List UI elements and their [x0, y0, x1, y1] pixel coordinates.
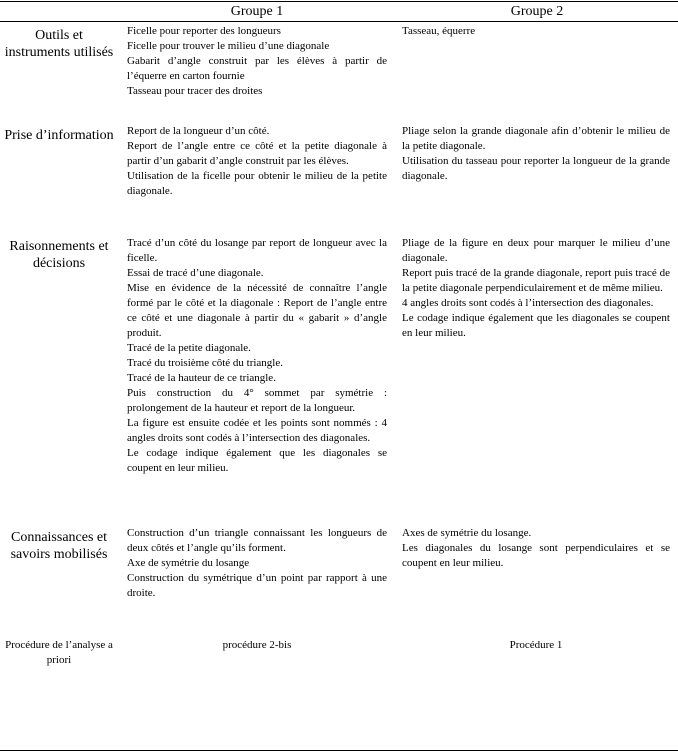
list-item: Pliage de la figure en deux pour marquer le milieu d’une diagonale.	[402, 237, 670, 264]
list-item: Tracé du troisième côté du triangle.	[127, 357, 283, 369]
table-bottom-rule	[0, 750, 678, 751]
row-outils-group1	[127, 24, 387, 99]
list-item: Tasseau, équerre	[402, 25, 476, 37]
list-item: Report puis tracé de la grande diagonale, report puis tracé de la petite diagonale perpendiculairement et de même milieu.	[402, 267, 670, 294]
row-label-connaissances: Connaissances et savoirs mobilisés	[10, 530, 108, 562]
list-item: Tracé de la hauteur de ce triangle.	[127, 372, 276, 384]
header-group1: Groupe 1	[230, 4, 284, 19]
row-outils-group2	[402, 24, 670, 39]
list-item: 4 angles droits sont codés à l’intersection des diagonales.	[402, 297, 654, 309]
list-item: Pliage selon la grande diagonale afin d’obtenir le milieu de la petite diagonale.	[402, 125, 670, 152]
row-raisonnements-group1	[127, 236, 387, 476]
header-rule	[0, 21, 678, 22]
list-item: Utilisation de la ficelle pour obtenir le milieu de la petite diagonale.	[127, 170, 387, 197]
list-item: Ficelle pour reporter des longueurs	[127, 25, 281, 37]
table-top-rule	[0, 1, 678, 2]
list-item: Report de la longueur d’un côté.	[127, 125, 270, 137]
footer-group2: Procédure 1	[509, 639, 563, 651]
list-item: Mise en évidence de la nécessité de connaître l’angle formé par le côté et la diagonale : Report de l’angle entre ce côté et une diagonale à partir du « gabarit » d’angle produit.	[127, 282, 387, 339]
list-item: Axes de symétrie du losange.	[402, 527, 532, 539]
row-prise-group2	[402, 124, 670, 184]
list-item: Ficelle pour trouver le milieu d’une diagonale	[127, 40, 330, 52]
list-item: Essai de tracé d’une diagonale.	[127, 267, 264, 279]
list-item: Le codage indique également que les diagonales se coupent en leur milieu.	[127, 447, 387, 474]
footer-group1: procédure 2-bis	[222, 639, 292, 651]
list-item: Puis construction du 4° sommet par symétrie : prolongement de la hauteur et report de la longueur.	[127, 387, 387, 414]
row-label-raisonnements: Raisonnements et décisions	[9, 239, 109, 271]
row-connaissances-group1	[127, 526, 387, 601]
row-prise-group1	[127, 124, 387, 199]
list-item: Report de l’angle entre ce côté et la petite diagonale à partir d’un gabarit d’angle construit par les élèves.	[127, 140, 387, 167]
header-group2: Groupe 2	[510, 4, 564, 19]
list-item: Tasseau pour tracer des droites	[127, 85, 263, 97]
list-item: Axe de symétrie du losange	[127, 557, 250, 569]
row-raisonnements-group2	[402, 236, 670, 341]
footer-label: Procédure de l’analyse a priori	[5, 639, 113, 666]
list-item: Construction du symétrique d’un point par rapport à une droite.	[127, 572, 387, 599]
row-label-outils: Outils et instruments utilisés	[4, 28, 114, 60]
row-label-prise-information: Prise d’information	[4, 128, 114, 143]
list-item: Gabarit d’angle construit par les élèves à partir de l’équerre en carton fournie	[127, 55, 387, 82]
row-connaissances-group2	[402, 526, 670, 571]
list-item: Tracé d’un côté du losange par report de longueur avec la ficelle.	[127, 237, 387, 264]
list-item: Utilisation du tasseau pour reporter la longueur de la grande diagonale.	[402, 155, 670, 182]
list-item: Les diagonales du losange sont perpendiculaires et se coupent en leur milieu.	[402, 542, 670, 569]
list-item: Le codage indique également que les diagonales se coupent en leur milieu.	[402, 312, 670, 339]
list-item: Tracé de la petite diagonale.	[127, 342, 251, 354]
list-item: Construction d’un triangle connaissant les longueurs de deux côtés et l’angle qu’ils forment.	[127, 527, 387, 554]
list-item: La figure est ensuite codée et les points sont nommés : 4 angles droits sont codés à l’intersection des diagonales.	[127, 417, 387, 444]
